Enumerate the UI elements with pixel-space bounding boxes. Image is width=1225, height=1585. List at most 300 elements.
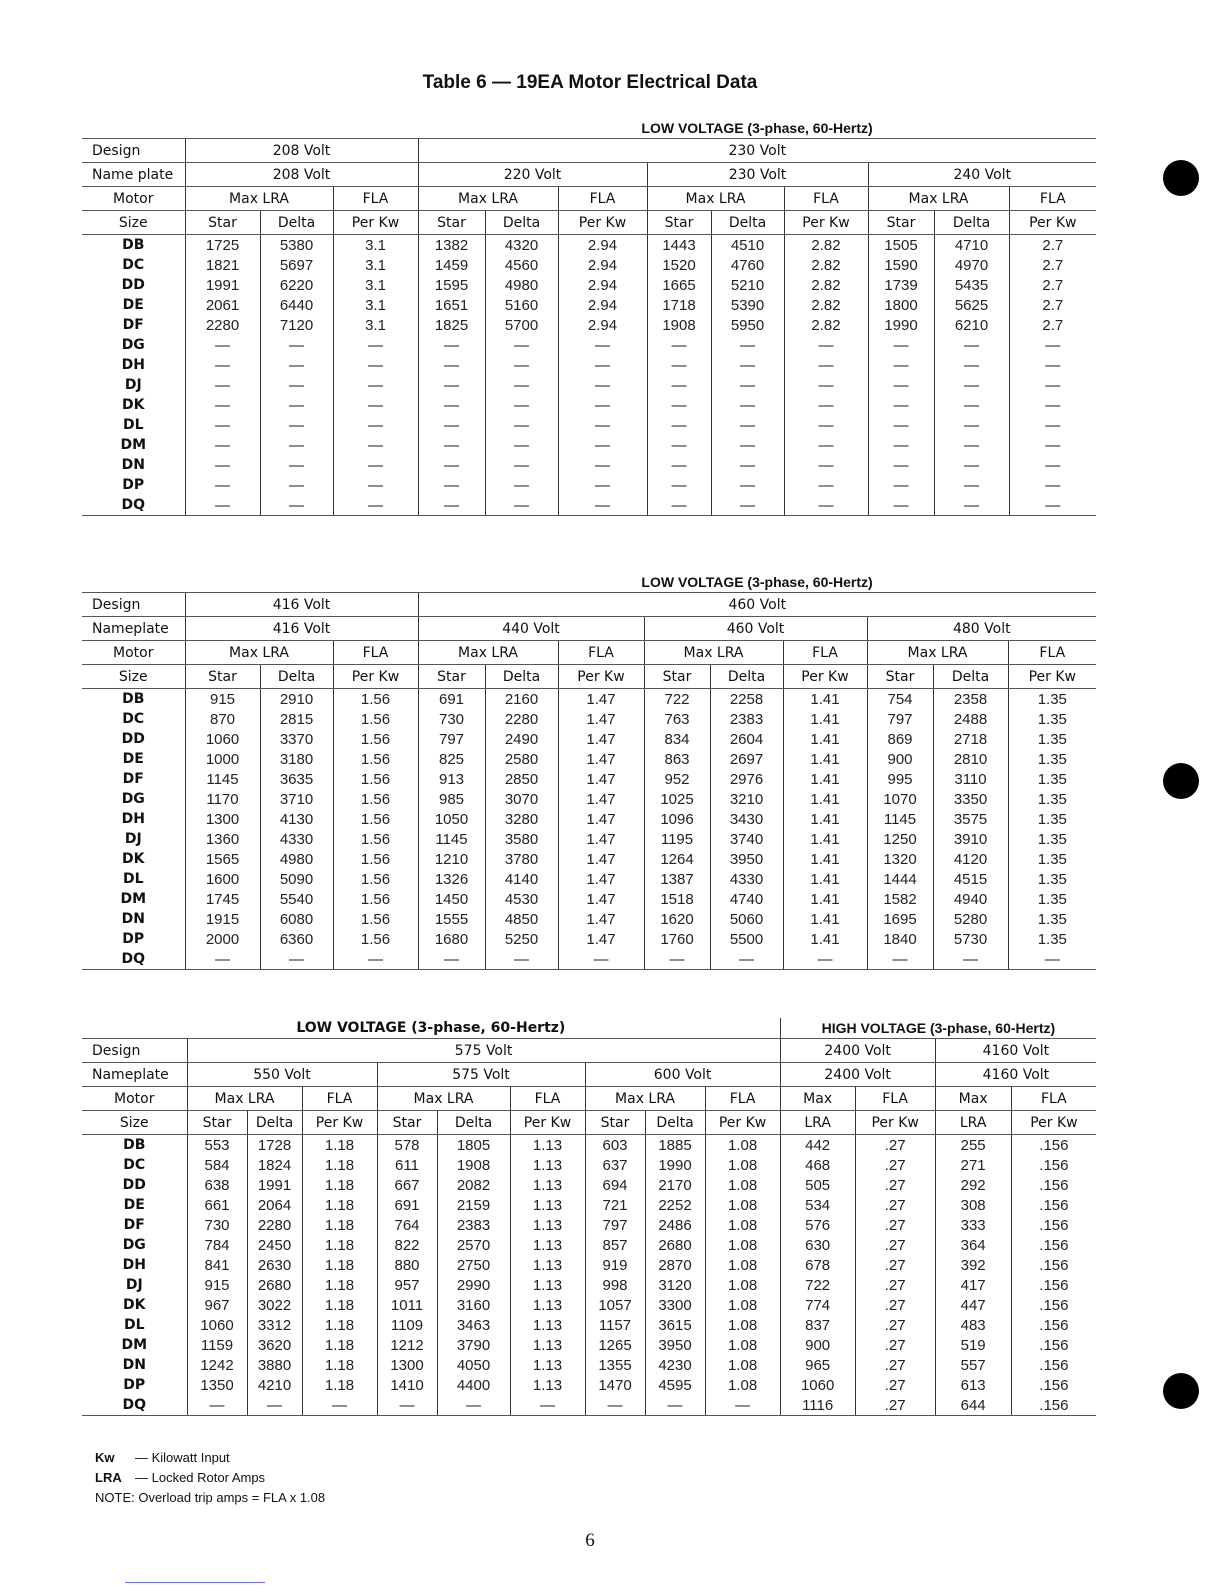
table-cell: — [558, 435, 647, 455]
page-number: 6 [585, 1530, 595, 1551]
column-header: Star [185, 665, 260, 689]
table-cell: .27 [855, 1135, 935, 1156]
table-cell: 2815 [260, 709, 333, 729]
column-header: Max LRA [187, 1087, 302, 1111]
table-cell: 578 [377, 1135, 437, 1156]
table-cell: 2.7 [1009, 235, 1096, 256]
table-cell: — [333, 475, 418, 495]
table-cell: 5210 [711, 275, 784, 295]
table-cell: 4140 [485, 869, 558, 889]
motor-size-cell: DG [122, 1237, 146, 1253]
column-header: Max LRA [647, 187, 784, 211]
table-cell: — [333, 435, 418, 455]
table-row [82, 1375, 1096, 1395]
column-header: Per Kw [558, 211, 647, 235]
table-cell: — [418, 335, 485, 355]
table-cell: 1.56 [333, 809, 418, 829]
legend-text: — Locked Rotor Amps [135, 1470, 266, 1485]
table-cell: 1.56 [333, 769, 418, 789]
motor-size-cell: DN [121, 457, 145, 473]
table-cell: 754 [867, 689, 933, 710]
table-cell: — [934, 415, 1009, 435]
table-cell: — [485, 395, 558, 415]
table-cell: 2488 [933, 709, 1008, 729]
table-cell: 691 [418, 689, 485, 710]
table-cell: 1264 [644, 849, 710, 869]
table-cell: 2570 [437, 1235, 510, 1255]
table-cell: 661 [187, 1195, 247, 1215]
column-header: Delta [645, 1111, 705, 1135]
column-header: Max LRA [867, 641, 1008, 665]
table-cell: 1170 [185, 789, 260, 809]
table-cell: — [784, 455, 868, 475]
table-cell: 2486 [645, 1215, 705, 1235]
header-row [82, 1087, 1096, 1111]
table-cell: 1.13 [510, 1335, 585, 1355]
column-header: FLA [1008, 641, 1096, 665]
table-cell: 2.94 [558, 275, 647, 295]
table-cell: — [558, 495, 647, 516]
table-cell: .27 [855, 1295, 935, 1315]
table-cell: 915 [187, 1275, 247, 1295]
table-cell: 1360 [185, 829, 260, 849]
table-cell: 1.35 [1008, 869, 1096, 889]
table-cell: .156 [1011, 1175, 1096, 1195]
table-cell: 2680 [247, 1275, 302, 1295]
table-cell: 1.47 [558, 809, 644, 829]
table-cell: 722 [780, 1275, 855, 1295]
table-cell: 3615 [645, 1315, 705, 1335]
table-cell: — [260, 475, 333, 495]
table-cell: 1555 [418, 909, 485, 929]
column-header: 230 Volt [647, 163, 868, 187]
column-header [82, 118, 418, 139]
binder-hole [1163, 160, 1199, 196]
table-row [82, 1155, 1096, 1175]
table-cell: — [934, 335, 1009, 355]
motor-size-cell: DQ [82, 495, 185, 516]
table-cell: 1060 [780, 1375, 855, 1395]
column-header: LOW VOLTAGE (3-phase, 60-Hertz) [418, 572, 1096, 593]
table-cell: 5435 [934, 275, 1009, 295]
table-cell: 1.41 [783, 709, 867, 729]
table-cell: 5390 [711, 295, 784, 315]
table-cell: — [260, 455, 333, 475]
column-header: Max LRA [868, 187, 1009, 211]
table-cell: 1.47 [558, 909, 644, 929]
table-cell: .27 [855, 1255, 935, 1275]
table-cell: 1.08 [705, 1195, 780, 1215]
column-header: Star [644, 665, 710, 689]
table-cell: 2.82 [784, 295, 868, 315]
table-cell: 3463 [437, 1315, 510, 1335]
table-cell: — [333, 455, 418, 475]
table-cell: 2.94 [558, 255, 647, 275]
table-cell: 1116 [780, 1395, 855, 1416]
table-row [82, 455, 1096, 475]
table-cell: — [187, 1395, 247, 1416]
table-cell: 1212 [377, 1335, 437, 1355]
table-row [82, 869, 1096, 889]
table-cell: 1.41 [783, 749, 867, 769]
table-cell: 1695 [867, 909, 933, 929]
table-cell: — [647, 455, 711, 475]
motor-size-cell: DL [122, 871, 144, 887]
table-cell: 1.13 [510, 1175, 585, 1195]
table-cell: 1.18 [302, 1175, 377, 1195]
table-cell: 3180 [260, 749, 333, 769]
table-cell: — [333, 375, 418, 395]
table-cell: 308 [935, 1195, 1011, 1215]
table-cell: 630 [780, 1235, 855, 1255]
table-cell: 1.35 [1008, 769, 1096, 789]
table-cell: 1590 [868, 255, 934, 275]
table-cell: 1.18 [302, 1195, 377, 1215]
table-cell: 1595 [418, 275, 485, 295]
table-cell: 797 [867, 709, 933, 729]
table-cell: 3.1 [333, 235, 418, 256]
table-cell: .27 [855, 1335, 935, 1355]
table-cell: — [934, 455, 1009, 475]
table-cell: — [418, 949, 485, 970]
table-cell: 3370 [260, 729, 333, 749]
table-cell: — [185, 395, 260, 415]
table-cell: 4120 [933, 849, 1008, 869]
legend-item-kw [95, 1448, 325, 1468]
table-cell: 553 [187, 1135, 247, 1156]
table-cell: — [485, 949, 558, 970]
table-cell: .156 [1011, 1235, 1096, 1255]
column-header: Motor [82, 1087, 187, 1111]
table-cell: — [710, 949, 783, 970]
table-cell: — [934, 475, 1009, 495]
motor-size-cell: DK [122, 397, 145, 413]
table-cell: 869 [867, 729, 933, 749]
note: NOTE: Overload trip amps = FLA x 1.08 [95, 1490, 326, 1505]
table-cell: 519 [935, 1335, 1011, 1355]
table-cell: 1.47 [558, 829, 644, 849]
motor-size-cell: DH [122, 1257, 146, 1273]
table-cell: — [558, 415, 647, 435]
table-row [82, 1195, 1096, 1215]
table-cell: — [485, 415, 558, 435]
table-cell: .156 [1011, 1255, 1096, 1275]
table-cell: 1.56 [333, 829, 418, 849]
table-cell: — [333, 335, 418, 355]
header-row [82, 1039, 1096, 1063]
table-cell: 841 [187, 1255, 247, 1275]
table-cell: — [485, 375, 558, 395]
column-header: 416 Volt [185, 617, 418, 641]
table-cell: .156 [1011, 1295, 1096, 1315]
column-header: Delta [710, 665, 783, 689]
column-header: FLA [784, 187, 868, 211]
table-cell: 985 [418, 789, 485, 809]
column-header: Design [82, 139, 185, 163]
table-cell: 1990 [645, 1155, 705, 1175]
table-cell: — [868, 455, 934, 475]
table-cell: 1805 [437, 1135, 510, 1156]
column-header [82, 572, 418, 593]
table-cell: 1057 [585, 1295, 645, 1315]
table-cell: 6360 [260, 929, 333, 949]
table-cell: 3880 [247, 1355, 302, 1375]
column-header: FLA [333, 187, 418, 211]
table-cell: 4210 [247, 1375, 302, 1395]
column-header: 4160 Volt [935, 1039, 1096, 1063]
table-row [82, 395, 1096, 415]
table-cell: 6080 [260, 909, 333, 929]
table-cell: .156 [1011, 1195, 1096, 1215]
table-cell: 637 [585, 1155, 645, 1175]
table-cell: 1350 [187, 1375, 247, 1395]
table-cell: — [711, 475, 784, 495]
table-cell: 2.82 [784, 235, 868, 256]
table-cell: — [868, 475, 934, 495]
table-cell: 1718 [647, 295, 711, 315]
table-cell: 1.13 [510, 1135, 585, 1156]
table-cell: .156 [1011, 1375, 1096, 1395]
table-cell: — [705, 1395, 780, 1416]
table-cell: 3.1 [333, 295, 418, 315]
table-cell: 3.1 [333, 315, 418, 335]
column-header: FLA [855, 1087, 935, 1111]
table-row [82, 415, 1096, 435]
table-cell: 1840 [867, 929, 933, 949]
table-cell: — [1009, 415, 1096, 435]
table-cell: — [784, 435, 868, 455]
table-cell: 2061 [185, 295, 260, 315]
table-cell: — [645, 1395, 705, 1416]
column-header: FLA [333, 641, 418, 665]
table-cell: 1.08 [705, 1375, 780, 1395]
motor-size-cell: DE [122, 751, 144, 767]
table-cell: 2160 [485, 689, 558, 710]
table-cell: 1.13 [510, 1255, 585, 1275]
table-cell: — [868, 415, 934, 435]
table-cell: — [585, 1395, 645, 1416]
table-cell: 2000 [185, 929, 260, 949]
table-cell: — [185, 475, 260, 495]
header-row [82, 1111, 1096, 1135]
table-cell: — [711, 375, 784, 395]
table-cell: 1.13 [510, 1355, 585, 1375]
table-cell: 4050 [437, 1355, 510, 1375]
table-cell: 1.08 [705, 1215, 780, 1235]
column-header: 220 Volt [418, 163, 647, 187]
table-cell: 1.08 [705, 1355, 780, 1375]
motor-size-cell: DK [123, 1297, 146, 1313]
column-header: FLA [705, 1087, 780, 1111]
motor-data-table-550-4160 [82, 1018, 1096, 1416]
table-cell: — [647, 495, 711, 516]
table-cell: 2.7 [1009, 255, 1096, 275]
table-cell: 1.47 [558, 789, 644, 809]
table-cell: 505 [780, 1175, 855, 1195]
table-cell: .27 [855, 1155, 935, 1175]
table-cell: 1242 [187, 1355, 247, 1375]
table-cell: 1728 [247, 1135, 302, 1156]
table-cell: 730 [418, 709, 485, 729]
column-header: Per Kw [1011, 1111, 1096, 1135]
column-header: Per Kw [784, 211, 868, 235]
table-cell: — [784, 355, 868, 375]
table-cell: — [185, 949, 260, 970]
table-cell: 3575 [933, 809, 1008, 829]
table-cell: 1.47 [558, 929, 644, 949]
table-cell: — [418, 475, 485, 495]
table-cell: .27 [855, 1395, 935, 1416]
motor-size-cell: DF [122, 317, 144, 333]
table-cell: 1.08 [705, 1255, 780, 1275]
table-cell: 1.41 [783, 909, 867, 929]
table-row [82, 315, 1096, 335]
table-cell: 2064 [247, 1195, 302, 1215]
table-cell: — [711, 495, 784, 516]
table-cell: 4515 [933, 869, 1008, 889]
table-cell: — [333, 415, 418, 435]
table-cell: 797 [585, 1215, 645, 1235]
table-cell: 4330 [710, 869, 783, 889]
table-cell: 1.47 [558, 849, 644, 869]
table-cell: 1.18 [302, 1335, 377, 1355]
table-row [82, 749, 1096, 769]
table-cell: 1.47 [558, 749, 644, 769]
table-cell: 1326 [418, 869, 485, 889]
table-cell: — [647, 475, 711, 495]
table-cell: 2252 [645, 1195, 705, 1215]
table-cell: 4560 [485, 255, 558, 275]
table-cell: 534 [780, 1195, 855, 1215]
table-cell: — [558, 949, 644, 970]
table-cell: 1.41 [783, 849, 867, 869]
header-row [82, 665, 1096, 689]
table-cell: — [868, 355, 934, 375]
motor-size-cell: DH [121, 811, 145, 827]
table-cell: — [868, 495, 934, 516]
table-cell: 584 [187, 1155, 247, 1175]
table-cell: — [711, 395, 784, 415]
table-cell: 5380 [260, 235, 333, 256]
table-cell: — [558, 395, 647, 415]
table-cell: 1.41 [783, 689, 867, 710]
table-cell: 1.13 [510, 1315, 585, 1335]
motor-size-cell: DP [123, 1377, 146, 1393]
header-row [82, 1063, 1096, 1087]
table-cell: — [934, 435, 1009, 455]
table-cell: 1665 [647, 275, 711, 295]
column-header: Max LRA [185, 641, 333, 665]
column-header: Per Kw [705, 1111, 780, 1135]
table-cell: 4850 [485, 909, 558, 929]
motor-size-cell: DE [123, 1197, 145, 1213]
table-cell: 1300 [377, 1355, 437, 1375]
table-cell: .27 [855, 1175, 935, 1195]
table-cell: 667 [377, 1175, 437, 1195]
table-cell: 4130 [260, 809, 333, 829]
table-cell: 1250 [867, 829, 933, 849]
table-cell: — [260, 355, 333, 375]
table-cell: — [558, 475, 647, 495]
table-cell: 1387 [644, 869, 710, 889]
table-cell: 1825 [418, 315, 485, 335]
table-cell: 1.35 [1008, 709, 1096, 729]
table-cell: 3110 [933, 769, 1008, 789]
table-cell: 691 [377, 1195, 437, 1215]
table-cell: — [260, 435, 333, 455]
column-header: Per Kw [783, 665, 867, 689]
table-cell: — [1008, 949, 1096, 970]
table-cell: 3120 [645, 1275, 705, 1295]
motor-size-cell: DG [121, 791, 145, 807]
table-cell: 3580 [485, 829, 558, 849]
table-cell: — [418, 375, 485, 395]
table-cell: — [558, 355, 647, 375]
table-cell: 1410 [377, 1375, 437, 1395]
table-cell: 2718 [933, 729, 1008, 749]
table-cell: — [711, 355, 784, 375]
legend [95, 1448, 325, 1508]
table-cell: 1.35 [1008, 929, 1096, 949]
table-cell: .156 [1011, 1315, 1096, 1335]
table-row [82, 809, 1096, 829]
table-cell: — [647, 375, 711, 395]
table-cell: 1.08 [705, 1155, 780, 1175]
table-cell: 1.56 [333, 909, 418, 929]
table-cell: — [485, 455, 558, 475]
column-header: Delta [933, 665, 1008, 689]
table-cell: 694 [585, 1175, 645, 1195]
table-cell: 1518 [644, 889, 710, 909]
table-cell: 392 [935, 1255, 1011, 1275]
motor-size-cell: DG [121, 337, 145, 353]
table-cell: — [933, 949, 1008, 970]
table-cell: — [437, 1395, 510, 1416]
table-cell: 1.13 [510, 1295, 585, 1315]
table-row [82, 1235, 1096, 1255]
table-cell: 857 [585, 1235, 645, 1255]
motor-data-table-low-voltage-416-480 [82, 572, 1096, 970]
table-cell: 5090 [260, 869, 333, 889]
column-header: Star [187, 1111, 247, 1135]
table-cell: 1.56 [333, 729, 418, 749]
table-cell: 2383 [710, 709, 783, 729]
table-cell: — [485, 335, 558, 355]
motor-size-cell: DD [122, 1177, 146, 1193]
table-cell: 1.47 [558, 869, 644, 889]
column-header: 4160 Volt [935, 1063, 1096, 1087]
table-cell: 1.13 [510, 1235, 585, 1255]
table-cell: 3022 [247, 1295, 302, 1315]
table-cell: — [1009, 475, 1096, 495]
table-cell: 3430 [710, 809, 783, 829]
table-cell: 1.41 [783, 769, 867, 789]
table-row [82, 1295, 1096, 1315]
table-cell: — [647, 415, 711, 435]
table-cell: 1050 [418, 809, 485, 829]
table-cell: 1.18 [302, 1295, 377, 1315]
column-header: Size [82, 211, 185, 235]
table-cell: — [558, 375, 647, 395]
table-row [82, 435, 1096, 455]
table-cell: 1.41 [783, 829, 867, 849]
table-cell: 774 [780, 1295, 855, 1315]
table-cell: 1.18 [302, 1155, 377, 1175]
table-cell: — [418, 435, 485, 455]
table-cell: 3210 [710, 789, 783, 809]
table-cell: 1.18 [302, 1355, 377, 1375]
column-header: Per Kw [333, 665, 418, 689]
